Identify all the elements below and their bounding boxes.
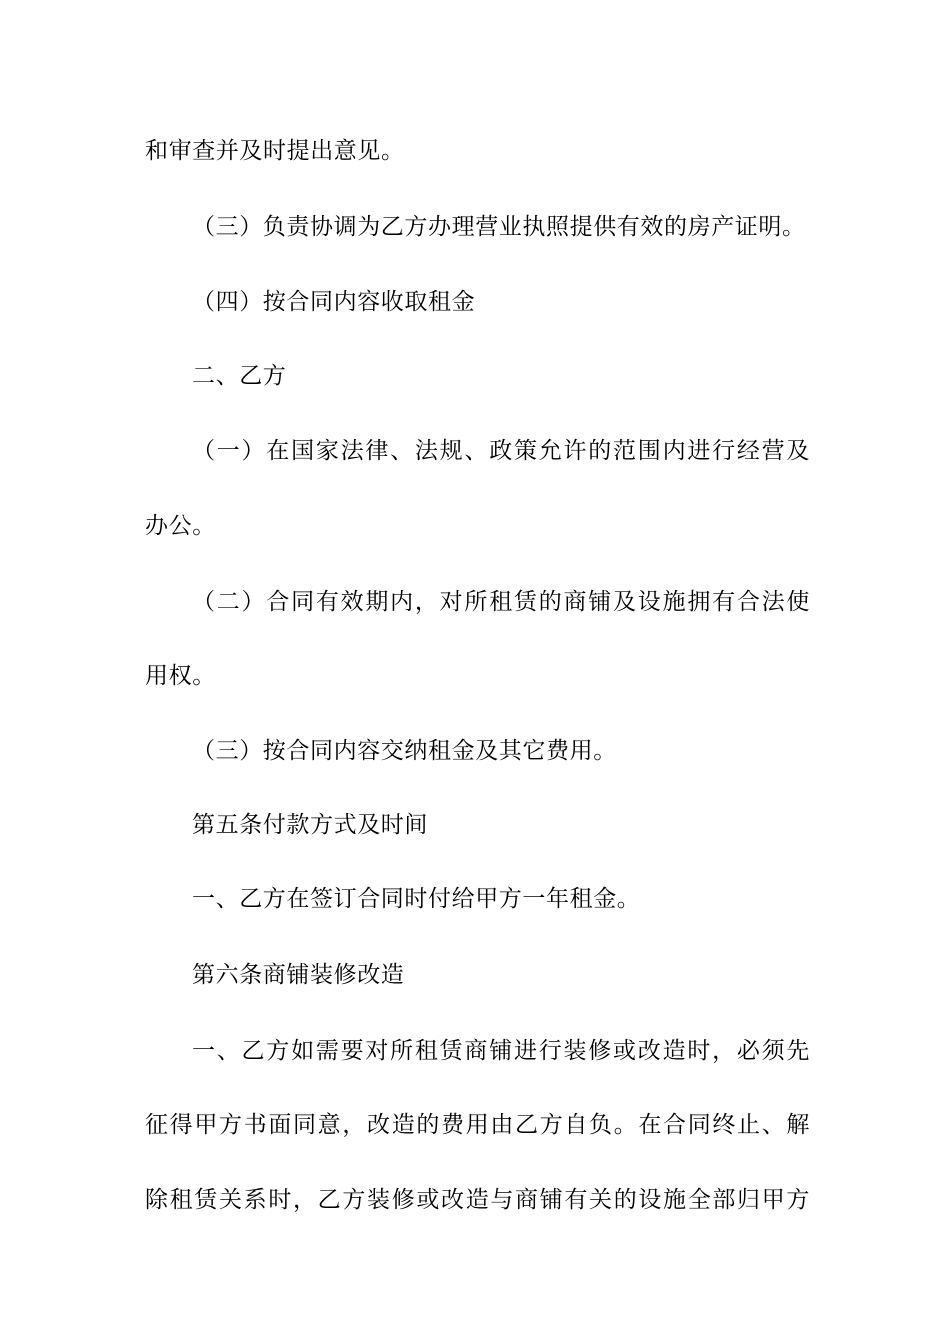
text-line: 征得甲方书面同意，改造的费用由乙方自负。在合同终止、解 [145,1112,810,1138]
text-line: （一）在国家法律、法规、政策允许的范围内进行经营及 [192,438,810,464]
article-heading: 第六条商铺装修改造 [192,962,405,988]
text-line: （二）合同有效期内，对所租赁的商铺及设施拥有合法使 [192,589,810,615]
text-line: 一、乙方如需要对所租赁商铺进行装修或改造时，必须先 [192,1038,810,1064]
text-line: （三）负责协调为乙方办理营业执照提供有效的房产证明。 [192,214,806,240]
text-line: 一、乙方在签订合同时付给甲方一年租金。 [192,886,641,912]
text-line: 办公。 [145,513,216,539]
text-line: 除租赁关系时，乙方装修或改造与商铺有关的设施全部归甲方 [145,1187,810,1213]
article-heading: 第五条付款方式及时间 [192,812,428,838]
text-line: 和审查并及时提出意见。 [145,138,405,164]
text-line: （三）按合同内容交纳租金及其它费用。 [192,738,617,764]
section-heading: 二、乙方 [192,363,287,389]
text-line: （四）按合同内容收取租金 [192,289,476,315]
text-line: 用权。 [145,663,216,689]
